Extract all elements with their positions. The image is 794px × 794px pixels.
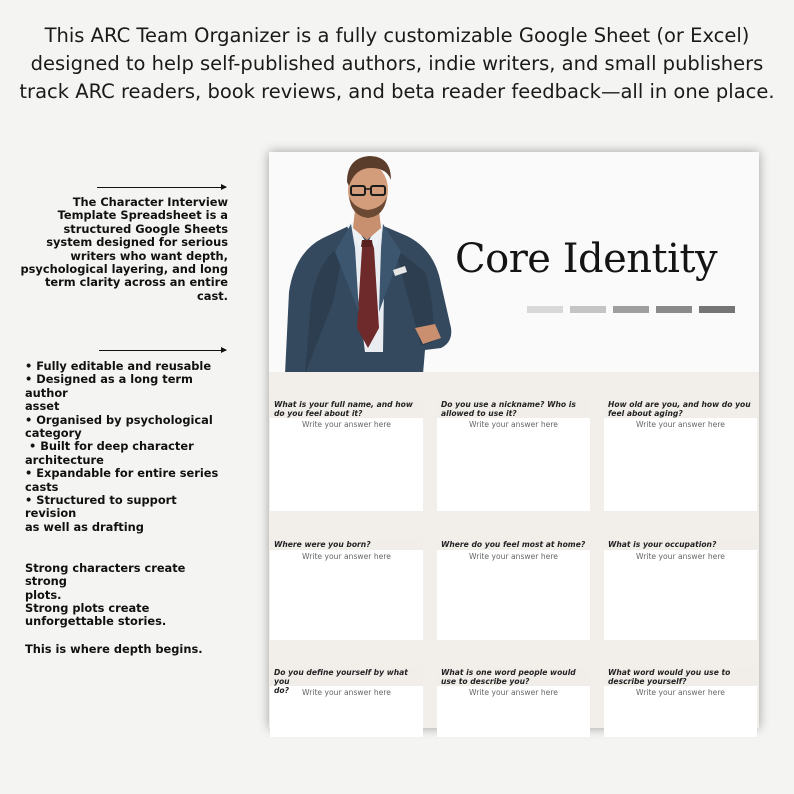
answer-placeholder[interactable]: Write your answer here [469,420,558,429]
question-card[interactable] [437,399,590,511]
feature-item: • Designed as a long term author asset [25,372,193,414]
arrow-icon [97,187,226,188]
answer-placeholder[interactable]: Write your answer here [302,688,391,697]
question-card[interactable] [604,539,757,640]
question-card[interactable] [437,667,590,737]
question-label: Do you define yourself by what you do? [270,667,423,686]
answer-placeholder[interactable]: Write your answer here [636,552,725,561]
headline-line: This ARC Team Organizer is a fully customizable Google Sheet (or Excel) [44,24,750,47]
character-portrait [275,152,465,374]
feature-list [25,360,230,534]
feature-item: • Expandable for entire series casts [25,466,219,494]
headline-line: designed to help self-published authors, indie writers, and small publishers [30,52,764,75]
answer-placeholder[interactable]: Write your answer here [636,688,725,697]
question-grid [269,372,759,728]
question-card[interactable] [604,399,757,511]
question-label: Do you use a nickname? Who is allowed to use it? [437,399,590,418]
headline-line: track ARC readers, book reviews, and beta reader feedback—all in one place. [19,80,775,103]
intro-line: system designed for serious [46,235,228,250]
question-card[interactable] [604,667,757,737]
intro-line: term clarity across an entire [44,275,228,290]
sheet-title: Core Identity [455,236,718,282]
swatch [570,306,606,313]
intro-line: writers who want depth, [70,248,228,263]
question-card[interactable] [437,539,590,640]
feature-item: • Organised by psychological category [25,412,213,441]
question-label: Where do you feel most at home? [437,539,590,550]
answer-placeholder[interactable]: Write your answer here [302,420,391,429]
closing-line: This is where depth begins. [25,642,203,656]
question-card[interactable] [270,539,423,640]
question-label: What is one word people would use to describe you? [437,667,590,686]
question-label: Where were you born? [270,539,423,550]
intro-line: psychological layering, and long [20,262,228,277]
intro-line: The Character Interview [72,195,228,209]
question-label: What is your occupation? [604,539,757,550]
feature-item: • Structured to support revision as well as drafting [25,493,177,534]
intro-line: cast. [197,288,228,303]
question-label: How old are you, and how do you feel about aging? [604,399,757,418]
intro-line: Template Spreadsheet is a [57,208,228,223]
headline [0,22,794,106]
answer-placeholder[interactable]: Write your answer here [469,552,558,561]
answer-placeholder[interactable]: Write your answer here [469,688,558,697]
swatch [527,306,563,313]
sheet-header [269,152,759,372]
swatch [656,306,692,313]
feature-item: • Built for deep character architecture [25,439,194,467]
question-label: What is your full name, and how do you feel about it? [270,399,423,418]
feature-item: • Fully editable and reusable [25,359,212,373]
question-card[interactable] [270,399,423,511]
swatch [613,306,649,313]
question-card[interactable] [270,667,423,737]
arrow-icon [99,350,226,351]
closing-line: Strong characters create strong plots. [25,561,186,602]
question-label: What word would you use to describe yourself? [604,667,757,686]
answer-placeholder[interactable]: Write your answer here [636,420,725,429]
swatch [699,306,735,313]
intro-line: structured Google Sheets [63,221,228,236]
intro-paragraph [20,196,228,303]
answer-placeholder[interactable]: Write your answer here [302,552,391,561]
sheet-preview [269,152,759,728]
closing-line: Strong plots create unforgettable stories. [25,601,167,629]
